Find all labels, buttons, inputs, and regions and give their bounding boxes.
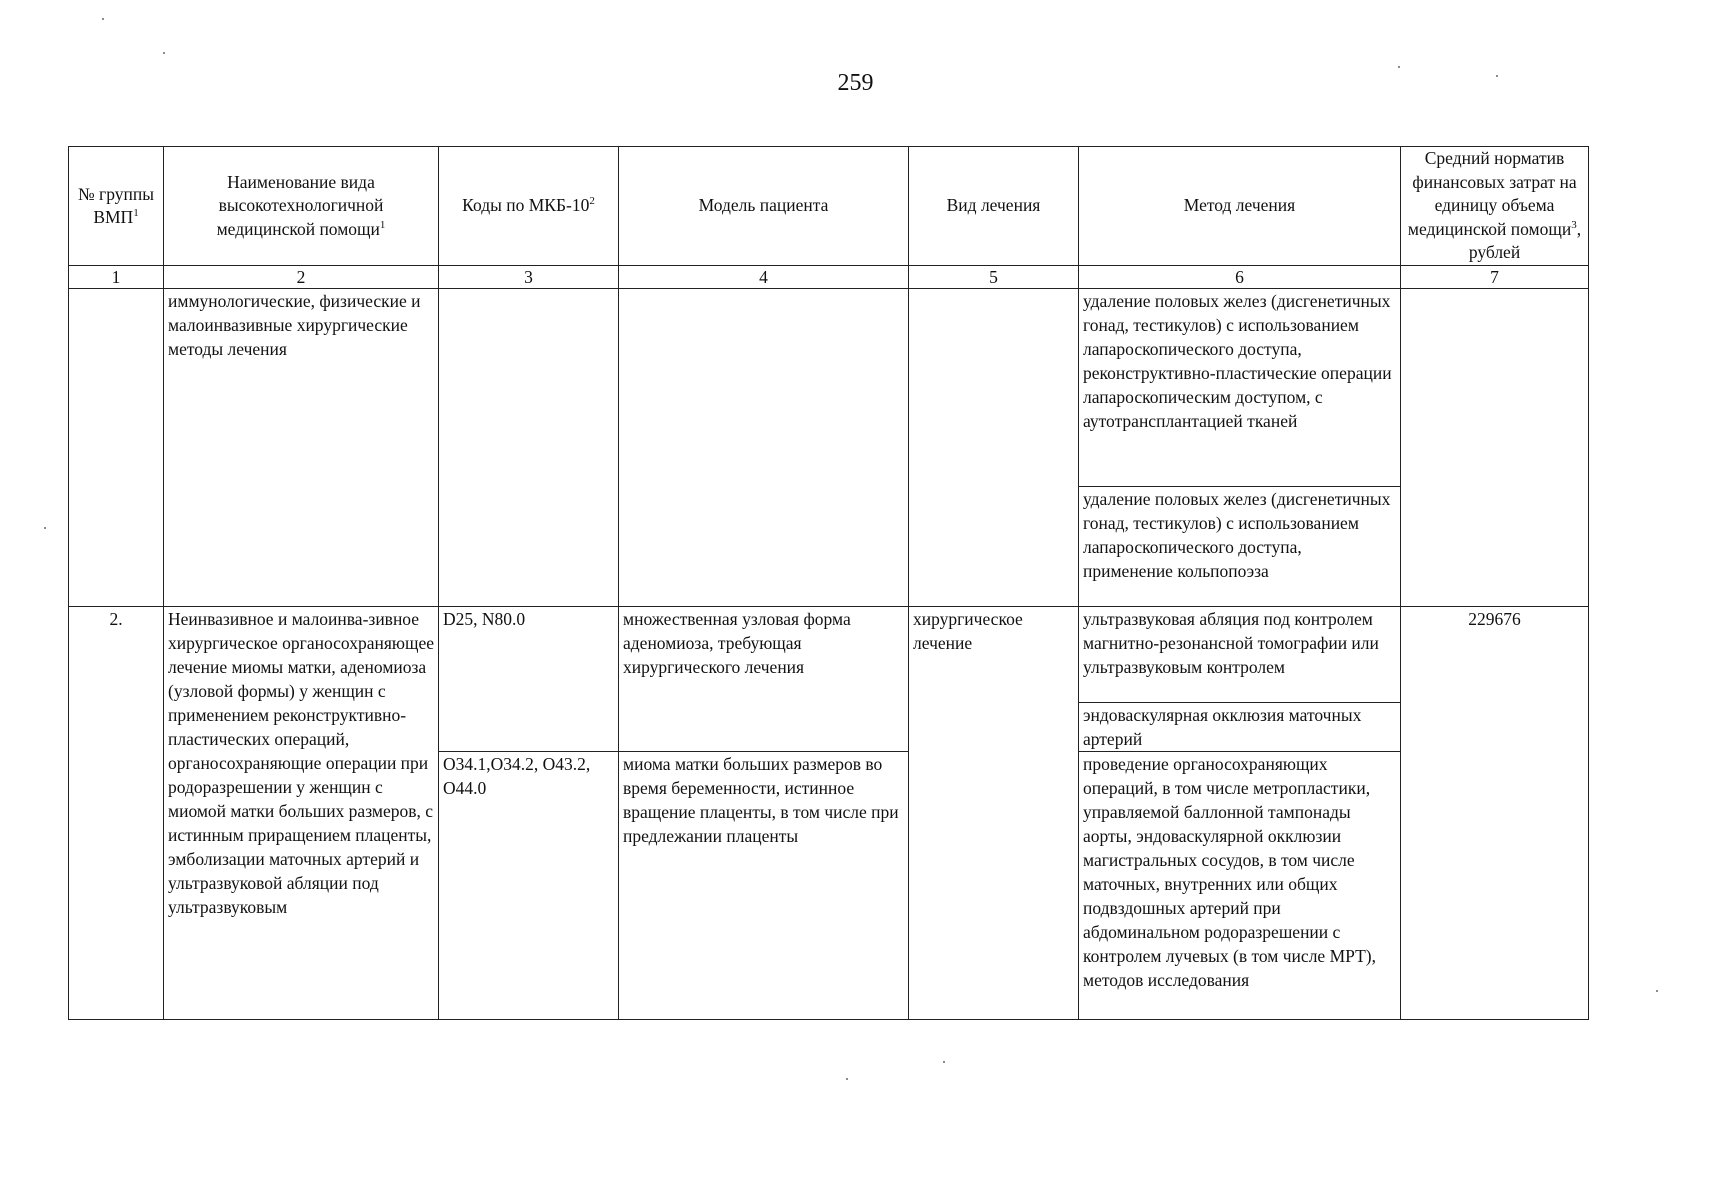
cell-patient-model: миома матки больших размеров во время беременности, истинное вращение плаценты, в том числе при предлежании плаценты <box>619 752 909 1020</box>
page-number: 259 <box>837 70 874 96</box>
table-row <box>69 607 1589 703</box>
cell-icd-codes: D25, N80.0 <box>439 607 619 752</box>
scan-speck <box>44 527 46 529</box>
scan-speck <box>1496 75 1498 77</box>
scan-speck <box>1656 990 1658 992</box>
cell-empty <box>1401 289 1589 607</box>
column-number: 2 <box>164 266 439 289</box>
cell-method: эндоваскулярная окклюзия маточных артерий <box>1079 703 1401 752</box>
cell-cost: 229676 <box>1401 607 1589 1020</box>
header-icd-codes: Коды по МКБ-$10^2$ <box>439 147 619 266</box>
cell-patient-model: множественная узловая форма аденомиоза, требующая хирургического лечения <box>619 607 909 752</box>
scan-speck <box>846 1078 848 1080</box>
cell-empty <box>69 289 164 607</box>
cell-method: удаление половых желез (дисгенетичных гонад, тестикулов) с использованием лапароскопического доступа, применение кольпопоэза <box>1079 487 1401 607</box>
column-numbers-row <box>69 266 1589 289</box>
scan-speck <box>163 52 165 54</box>
header-care-name: Наименование вида высокотехнологичной медицинской помощи$^1$ <box>164 147 439 266</box>
cell-empty <box>619 289 909 607</box>
scan-speck <box>943 1061 945 1063</box>
column-number: 6 <box>1079 266 1401 289</box>
cell-method: удаление половых желез (дисгенетичных гонад, тестикулов) с использованием лапароскопического доступа, реконструктивно-пластические операции лапароскопическим доступом, с аутотрансплантацией тканей <box>1079 289 1401 487</box>
scan-speck <box>102 18 104 20</box>
cell-method: ультразвуковая абляция под контролем магнитно-резонансной томографии или ультразвуковым контролем <box>1079 607 1401 703</box>
column-number: 4 <box>619 266 909 289</box>
vmp-table <box>68 146 1589 1020</box>
cell-care-name: Неинвазивное и малоинва-зивное хирургическое органосохраняющее лечение миомы матки, аденомиоза (узловой формы) у женщин с применением реконструктивно-пластических операций, органосохраняющие операции при родоразрешении у женщин с миомой матки больших размеров, с истинным приращением плаценты, эмболизации маточных артерий и ультразвуковой абляции под ультразвуковым <box>164 607 439 1020</box>
header-row <box>69 147 1589 266</box>
cell-icd-codes: O34.1,O34.2, O43.2, O44.0 <box>439 752 619 1020</box>
header-patient-model: Модель пациента <box>619 147 909 266</box>
cell-care-name: иммунологические, физические и малоинвазивные хирургические методы лечения <box>164 289 439 607</box>
header-cost-norm: Средний норматив финансовых затрат на единицу объема медицинской помощи$^3$, рублей <box>1401 147 1589 266</box>
scan-speck <box>1398 66 1400 68</box>
table-row <box>69 289 1589 487</box>
cell-group-number: 2. <box>69 607 164 1020</box>
header-treatment-method: Метод лечения <box>1079 147 1401 266</box>
column-number: 1 <box>69 266 164 289</box>
cell-empty <box>439 289 619 607</box>
column-number: 3 <box>439 266 619 289</box>
column-number: 5 <box>909 266 1079 289</box>
cell-method: проведение органосохраняющих операций, в том числе метропластики, управляемой баллонной тампонады аорты, эндоваскулярной окклюзии магистральных сосудов, в том числе маточных, внутренних или общих подвздошных артерий при абдоминальном родоразрешении с контролем лучевых (в том числе МРТ), методов исследования <box>1079 752 1401 1020</box>
cell-empty <box>909 289 1079 607</box>
column-number: 7 <box>1401 266 1589 289</box>
header-treatment-type: Вид лечения <box>909 147 1079 266</box>
cell-treatment-type: хирургическое лечение <box>909 607 1079 1020</box>
header-group-number: № группы ВМП$^1$ <box>69 147 164 266</box>
